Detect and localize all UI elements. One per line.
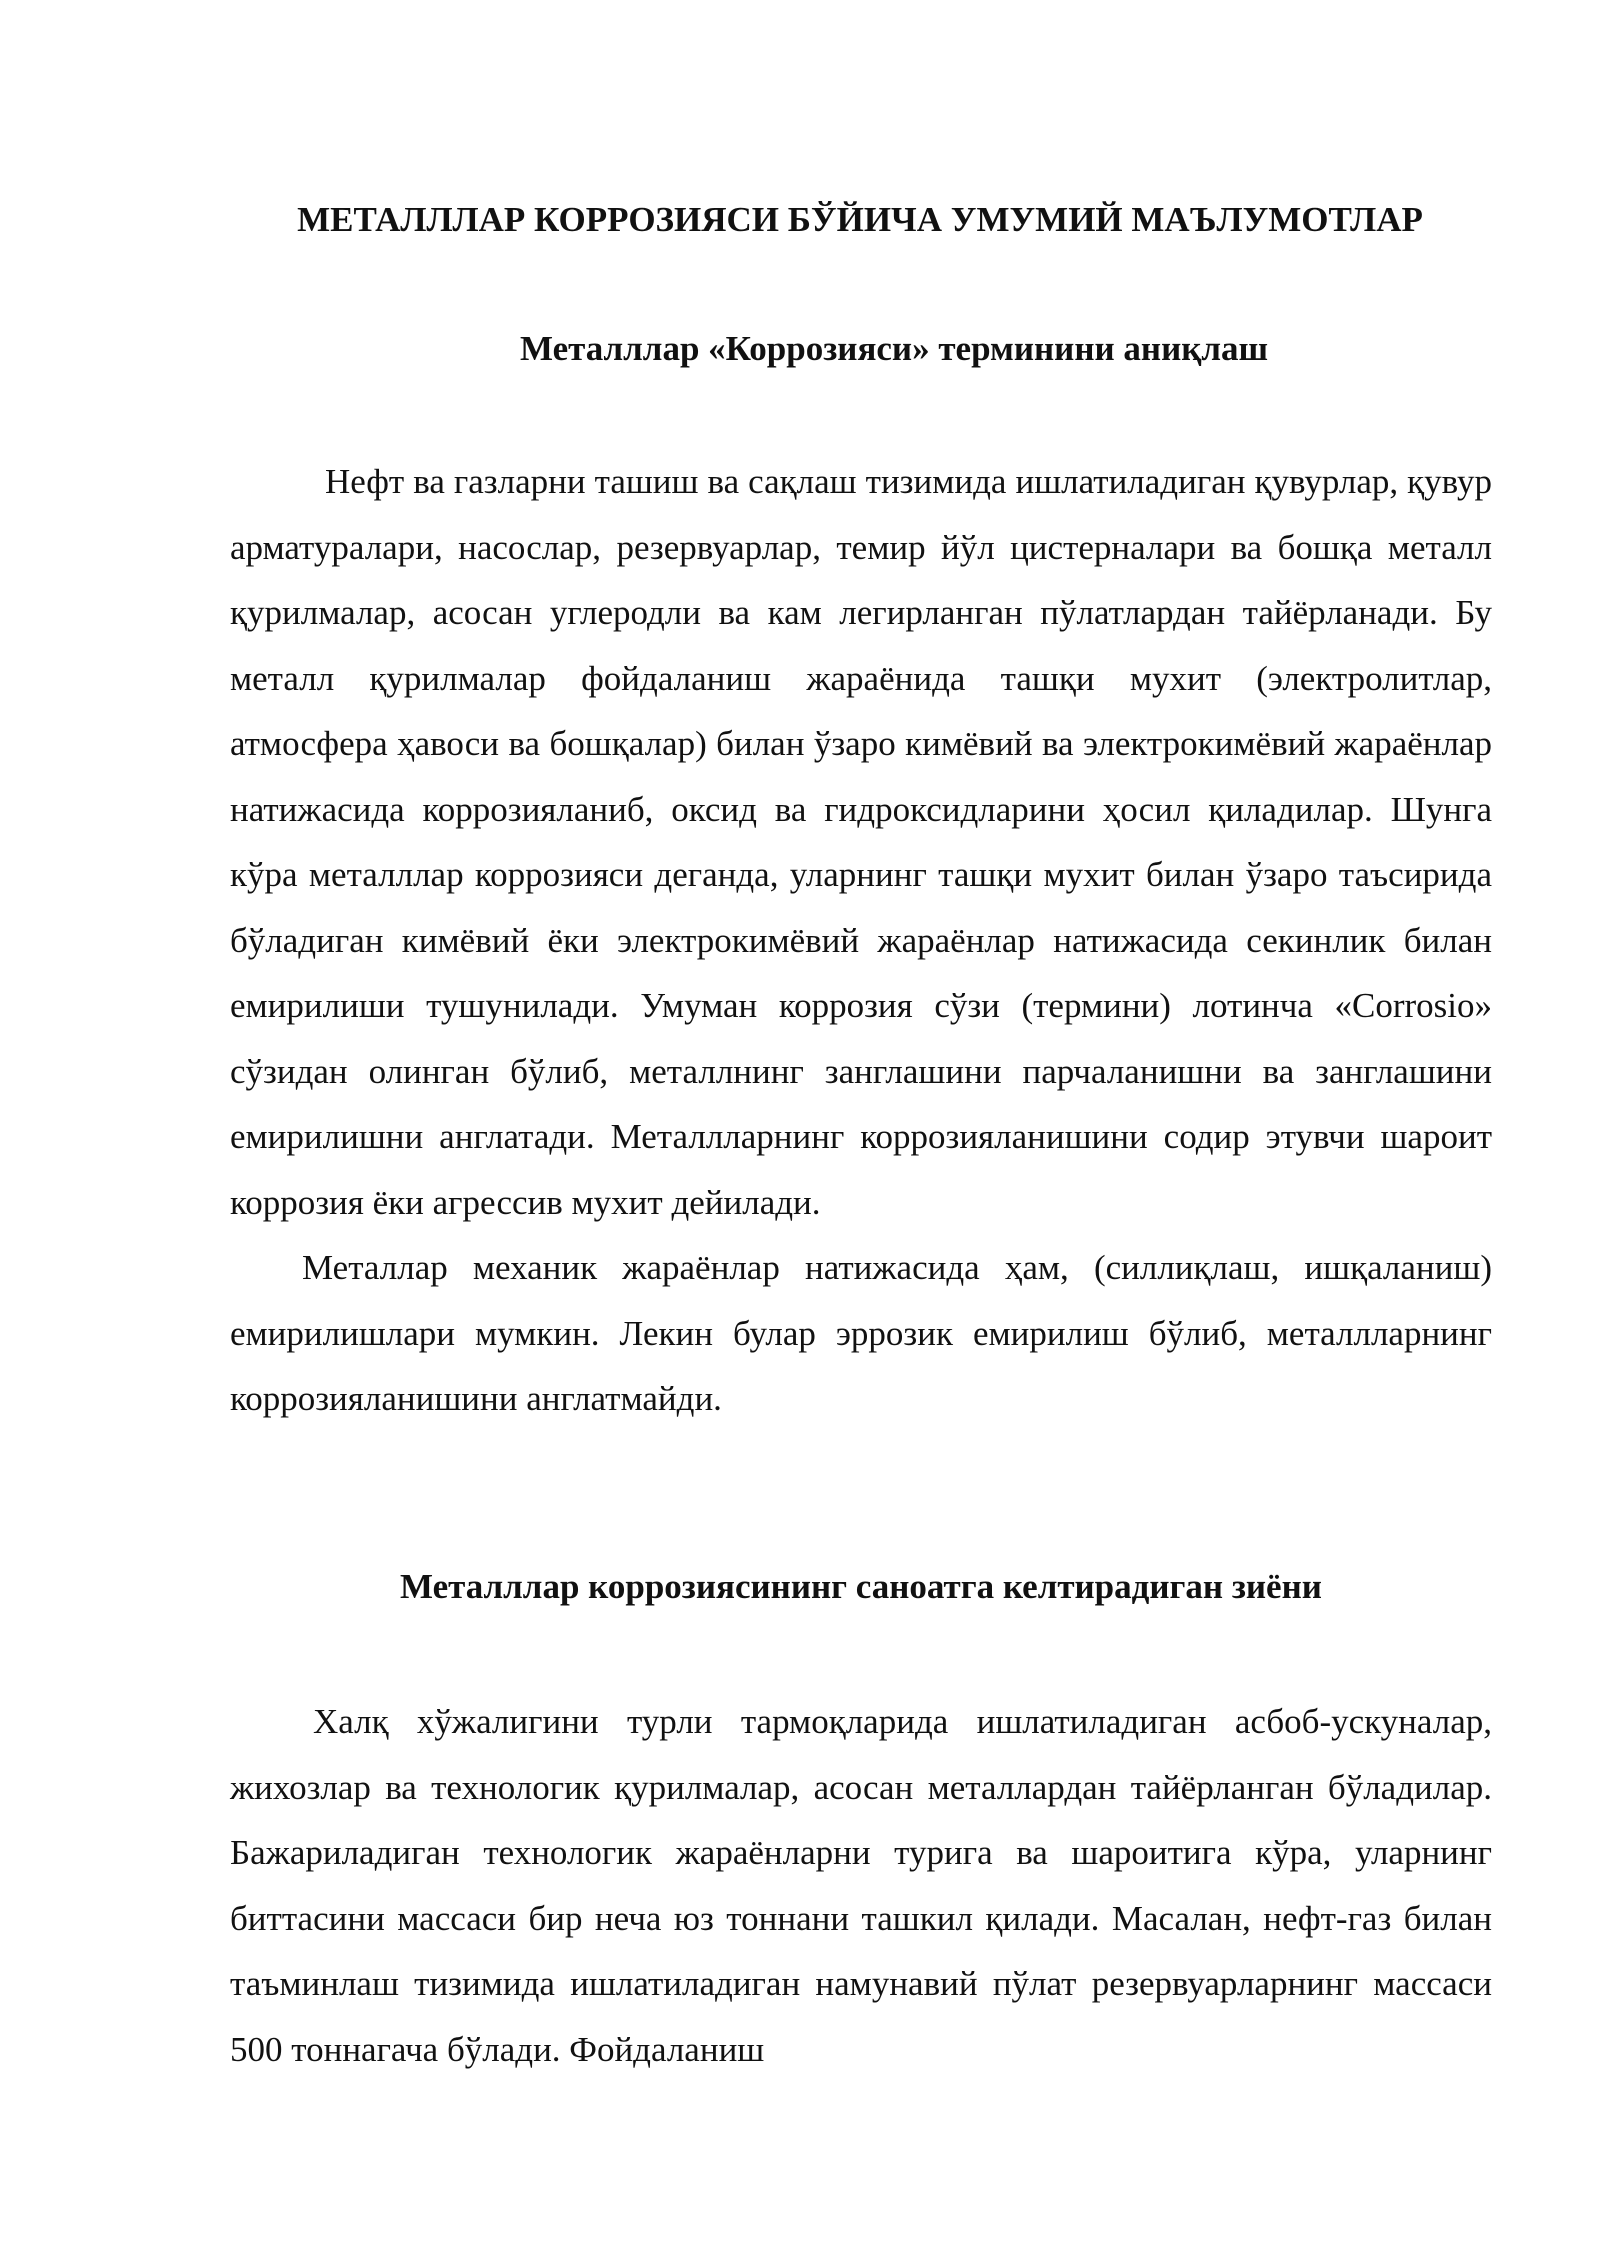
paragraph: Нефт ва газларни ташиш ва сақлаш тизимида ишлатиладиган қувурлар, қувур арматуралари, насослар, резервуарлар, темир йўл цистерналари ва бошқа металл қурилмалар, асосан углеродли ва кам легирланган пўлатлардан тайёрланади. Бу металл қурилмалар фойдаланиш жараёнида ташқи мухит (электролитлар, атмосфера ҳавоси ва бошқалар) билан ўзаро кимёвий ва электрокимёвий жараёнлар натижасида коррозияланиб, оксид ва гидроксидларини ҳосил қиладилар. Шунга кўра металллар коррозияси деганда, уларнинг ташқи мухит билан ўзаро таъсирида бўладиган кимёвий ёки электрокимёвий жараёнлар натижасида секинлик билан емирилиши тушунилади. Умуман коррозия сўзи (термини) лотинча «Corrosio» сўзидан олинган бўлиб, металлнинг занглашини парчаланишни ва занглашини емирилишни англатади. Металлларнинг коррозияланишини содир этувчи шароит коррозия ёки агрессив мухит дейилади. — [230, 462, 1492, 1222]
paragraph-continued: Халқ хўжалигини турли тармоқларида ишлатиладиган асбоб-ускуналар, жихозлар ва технологик қурилмалар, асосан металлардан тайёрланган бўладилар. Бажариладиган технологик жараёнларни турига ва шароитига кўра, уларнинг биттасини массаси бир неча юз тоннани ташкил қилади. Масалан, нефт-газ билан таъминлаш тизимида ишлатиладиган намунавий пўлат резервуарларнинг массаси 500 тоннагача бўлади. Фойдаланиш — [230, 1702, 1492, 2069]
document-title: МЕТАЛЛЛАР КОРРОЗИЯСИ БЎЙИЧА УМУМИЙ МАЪЛУМОТЛАР — [297, 200, 1423, 239]
section-body-definition — [230, 449, 1492, 1432]
section-heading-damage: Металллар коррозиясининг саноатга келтирадиган зиёни — [400, 1567, 1322, 1606]
paragraph: Металлар механик жараёнлар натижасида ҳам, (силлиқлаш, ишқаланиш) емирилишлари мумкин. Лекин булар эррозик емирилиш бўлиб, металлларнинг коррозияланишини англатмайди. — [230, 1248, 1492, 1418]
section-heading-definition: Металллар «Коррозияси» терминини аниқлаш — [520, 329, 1269, 368]
section-body-damage — [230, 1689, 1492, 2082]
